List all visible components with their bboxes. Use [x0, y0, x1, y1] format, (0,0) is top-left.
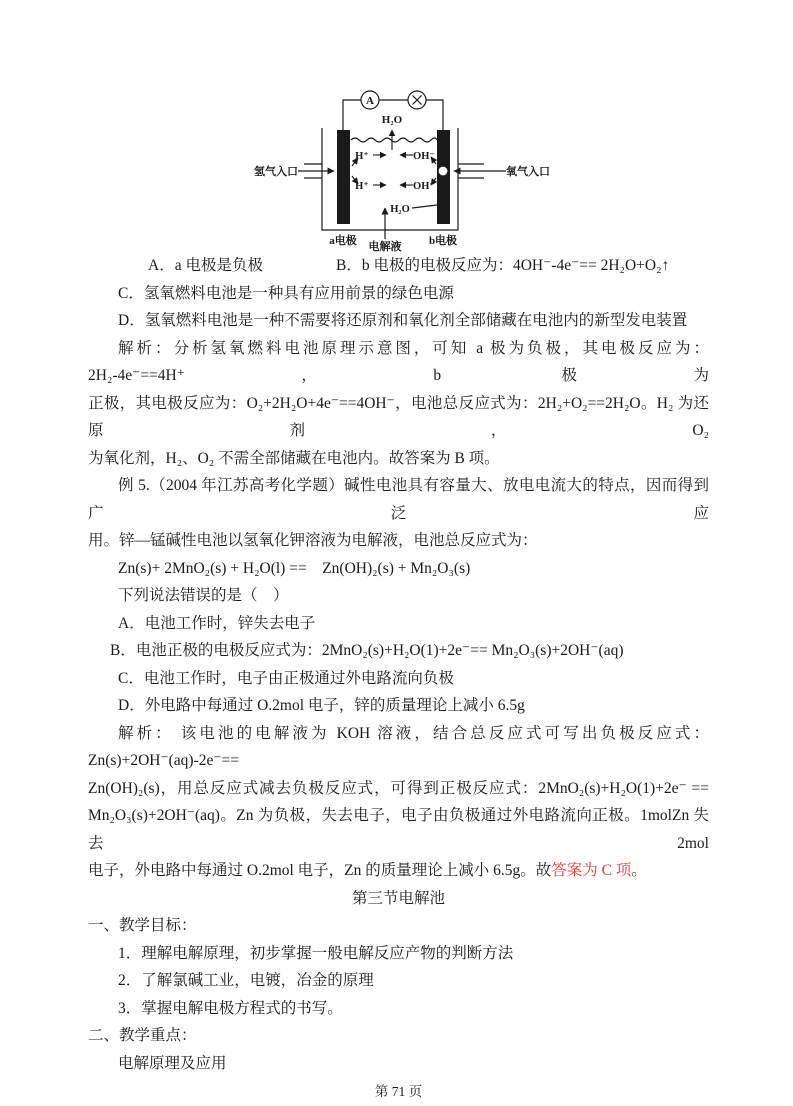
q5-question: 下列说法错误的是（ ） — [118, 587, 289, 604]
hydrogen-ion-label-2: H⁺ — [355, 181, 369, 192]
q5-option-d: D．外电路中每通过 O.2mol 电子，锌的质量理论上减小 6.5g — [118, 697, 525, 714]
q4-analysis-line-3: 为氧化剂，H₂、O₂ 不需全部储藏在电池内。故答案为 B 项。 — [88, 449, 500, 467]
electrode-b-bar — [437, 130, 450, 224]
oxygen-inlet-pipe — [454, 164, 506, 178]
q5-answer-highlight: 答案为 C 项 — [551, 862, 632, 879]
section-title: 第三节电解池 — [351, 889, 445, 907]
q5-intro-line-2: 用。锌—锰碱性电池以氢氧化钾溶液为电解液，电池总反应式为： — [88, 532, 538, 549]
q5-option-a: A．电池工作时，锌失去电子 — [118, 614, 316, 632]
q5-option-b: B．电池正极的电极反应式为：2MnO₂(s)+H₂O(1)+2e⁻== Mn₂O₃(s)+2OH⁻(aq) — [110, 642, 624, 659]
hydroxide-ion-label-1: OH⁻ — [413, 151, 435, 162]
hydrogen-inlet-label: 氢气入口 — [254, 166, 298, 178]
oxygen-inlet-port — [438, 166, 448, 176]
wire-right — [426, 100, 443, 130]
oxygen-inlet-label: 氧气入口 — [506, 166, 550, 178]
teaching-focus-text: 电解原理及应用 — [118, 1054, 227, 1072]
teaching-goal-3: 3．掌握电解电极方程式的书写。 — [118, 999, 343, 1017]
q4-options-row-ab — [88, 252, 709, 280]
q5-analysis-line-1: 解析： 该电池的电解液为 KOH 溶液，结合总反应式可写出负极反应式：Zn(s)+2OH⁻(aq)-2e⁻== — [88, 724, 709, 769]
electrode-b-label: b电极 — [428, 235, 458, 247]
q5-analysis-conclusion: 电子，外电路中每通过 O.2mol 电子，Zn 的质量理论上减小 6.5g。故 — [88, 862, 552, 879]
liquid-surface — [351, 138, 437, 142]
q5-analysis-line-2: Zn(OH)₂(s)，用总反应式减去负极反应式，可得到正极反应式：2MnO₂(s)+H₂O(1)+2e⁻ == — [88, 779, 709, 797]
q5-option-c: C．电池工作时，电子由正极通过外电路流向负极 — [118, 669, 454, 687]
page-number: 第 71 页 — [374, 1084, 423, 1099]
q4-analysis — [88, 335, 709, 473]
q5-intro-line-1: 例 5.（2004 年江苏高考化学题）碱性电池具有容量大、放电电流大的特点，因而得到广泛应 — [88, 477, 709, 522]
top-gas-label: H₂O — [381, 114, 403, 126]
fuel-cell-diagram — [252, 84, 552, 252]
hydrogen-inlet-pipe — [298, 164, 334, 178]
q4-analysis-line-2: 正极，其电极反应为：O₂+2H₂O+4e⁻==4OH⁻，电池总反应式为：2H₂+O₂==2H₂O。H₂ 为还原剂，O₂ — [88, 394, 709, 439]
q5-analysis-line-4 — [88, 857, 709, 885]
q4-option-a: A．a 电极是负极 — [148, 257, 263, 274]
electrode-a-label: a电极 — [329, 235, 357, 247]
teaching-goal-2: 2．了解氯碱工业，电镀，冶金的原理 — [118, 972, 374, 989]
q5-analysis-period: 。 — [631, 862, 647, 879]
q4-option-d: D．氢氧燃料电池是一种不需要将还原剂和氧化剂全部储藏在电池内的新型发电装置 — [118, 312, 688, 329]
q5-intro — [88, 472, 709, 555]
q5-analysis-line-3: Mn₂O₃(s)+2OH⁻(aq)。Zn 为负极，失去电子，电子由负极通过外电路流向正极。1molZn 失去 2mol — [88, 807, 709, 852]
teaching-focus-heading: 二、教学重点： — [88, 1027, 197, 1044]
ammeter-label: A — [366, 95, 374, 107]
wire-left — [343, 100, 361, 130]
teaching-goals-heading: 一、教学目标： — [88, 917, 197, 934]
electrolyte-label: 电解液 — [368, 241, 402, 253]
water-label: H₂O — [390, 204, 410, 215]
hydroxide-ion-label-2: OH⁻ — [413, 181, 435, 192]
hydrogen-ion-label-1: H⁺ — [355, 151, 369, 162]
q4-analysis-line-1: 解析：分析氢氧燃料电池原理示意图，可知 a 极为负极，其电极反应为：2H₂-4e⁻==4H⁺，b 极为 — [88, 339, 709, 384]
electrode-a-bar — [337, 130, 350, 224]
water-pointer-line — [412, 205, 437, 208]
q5-equation: Zn(s)+ 2MnO₂(s) + H₂O(l) == Zn(OH)₂(s) + Mn₂O₃(s) — [118, 559, 471, 577]
q5-analysis — [88, 720, 709, 885]
q4-option-c: C．氢氧燃料电池是一种具有应用前景的绿色电源 — [118, 284, 454, 302]
teaching-goal-1: 1．理解电解原理，初步掌握一般电解反应产物的判断方法 — [118, 944, 514, 962]
fuel-cell-svg — [252, 84, 552, 252]
q4-option-b: B．b 电极的电极反应为：4OH⁻-4e⁻== 2H₂O+O₂↑ — [336, 257, 670, 274]
